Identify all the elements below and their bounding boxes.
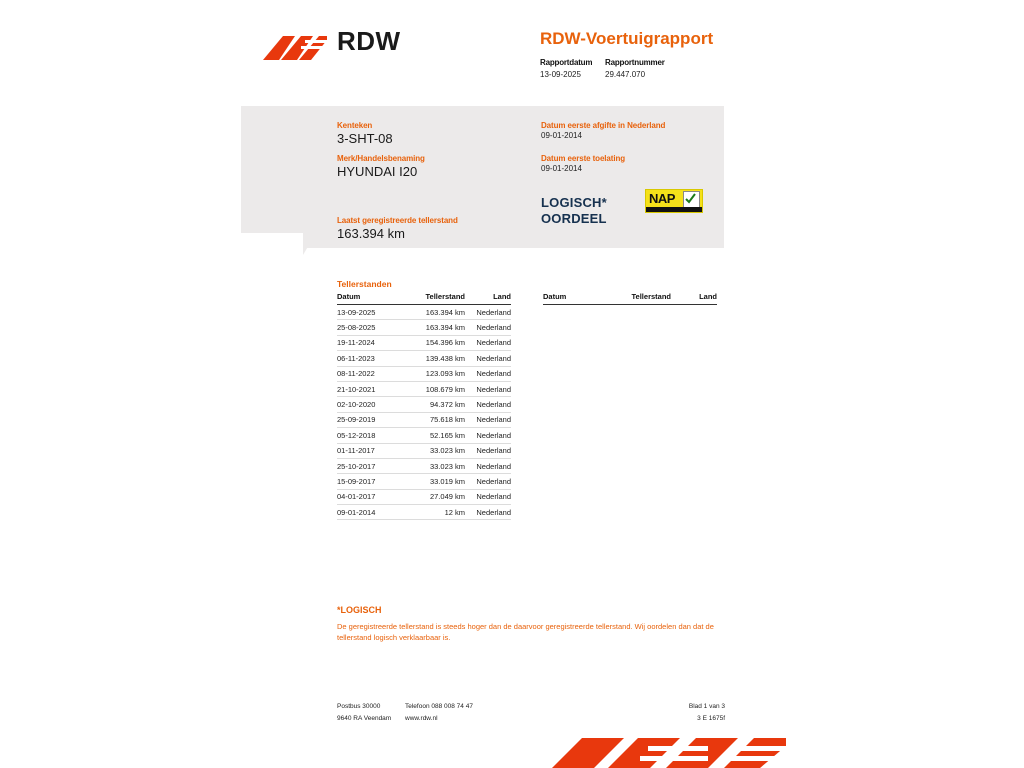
column-header-country: Land xyxy=(493,292,511,301)
cell-date: 25-10-2017 xyxy=(337,461,376,471)
cell-odometer: 139.438 km xyxy=(425,353,465,363)
cell-odometer: 154.396 km xyxy=(425,338,465,348)
footer-row-1 xyxy=(337,703,732,715)
verdict-line-1: LOGISCH* xyxy=(541,195,607,210)
table-row xyxy=(337,459,511,474)
panel-notch xyxy=(241,233,303,255)
table-header-row xyxy=(543,292,717,305)
cell-country: Nederland xyxy=(476,338,511,348)
check-icon xyxy=(683,191,700,208)
cell-odometer: 108.679 km xyxy=(425,384,465,394)
table-row xyxy=(337,382,511,397)
make-label: Merk/Handelsbenaming xyxy=(337,154,425,163)
cell-date: 13-09-2025 xyxy=(337,307,376,317)
column-header-date: Datum xyxy=(337,292,361,301)
table-row xyxy=(337,444,511,459)
report-number-value: 29.447.070 xyxy=(605,70,646,79)
table-row xyxy=(337,474,511,489)
table-row xyxy=(337,320,511,335)
last-odometer-label: Laatst geregistreerde tellerstand xyxy=(337,216,458,225)
cell-date: 19-11-2024 xyxy=(337,338,375,348)
plate-value: 3-SHT-08 xyxy=(337,131,393,146)
footer-website[interactable]: www.rdw.nl xyxy=(405,715,438,722)
footer-address-line1: Postbus 30000 xyxy=(337,703,381,710)
verdict-line-2: OORDEEL xyxy=(541,211,607,226)
cell-country: Nederland xyxy=(476,492,511,502)
plate-label: Kenteken xyxy=(337,121,373,130)
table-row xyxy=(337,505,511,520)
report-date-label: Rapportdatum xyxy=(540,58,593,67)
cell-date: 15-09-2017 xyxy=(337,476,376,486)
table-row xyxy=(337,351,511,366)
odometer-table-right xyxy=(543,292,717,305)
cell-country: Nederland xyxy=(476,507,511,517)
cell-date: 25-09-2019 xyxy=(337,415,376,425)
footer-phone: Telefoon 088 008 74 47 xyxy=(405,703,473,710)
cell-odometer: 12 km xyxy=(444,507,465,517)
cell-date: 05-12-2018 xyxy=(337,430,376,440)
first-issue-label: Datum eerste afgifte in Nederland xyxy=(541,121,666,130)
cell-date: 01-11-2017 xyxy=(337,446,375,456)
table-row xyxy=(337,490,511,505)
cell-country: Nederland xyxy=(476,369,511,379)
table-row xyxy=(337,413,511,428)
cell-country: Nederland xyxy=(476,415,511,425)
footer-row-2 xyxy=(337,715,732,727)
last-odometer-value: 163.394 km xyxy=(337,226,405,241)
report-date-value: 13-09-2025 xyxy=(540,70,581,79)
cell-country: Nederland xyxy=(476,461,511,471)
cell-odometer: 33.019 km xyxy=(429,476,465,486)
cell-odometer: 27.049 km xyxy=(429,492,465,502)
vehicle-summary-panel xyxy=(241,106,724,248)
column-header-odometer: Tellerstand xyxy=(425,292,465,301)
footnote-body: De geregistreerde tellerstand is steeds hoger dan de daarvoor geregistreerde tellerstand. Wij oordelen dan dat de tellerstand logisch verklaarbaar is. xyxy=(337,622,714,642)
rdw-arrow-logo-icon xyxy=(261,30,329,66)
column-header-date: Datum xyxy=(543,292,567,301)
rdw-arrow-logo-large-icon xyxy=(548,738,786,768)
cell-country: Nederland xyxy=(476,353,511,363)
first-admission-value: 09-01-2014 xyxy=(541,164,582,173)
document-header xyxy=(241,14,801,94)
table-row xyxy=(337,305,511,320)
footer-form-code: 3 E 1675f xyxy=(697,715,725,722)
footer-page-info: Blad 1 van 3 xyxy=(688,703,725,710)
make-value: HYUNDAI I20 xyxy=(337,164,418,179)
cell-date: 08-11-2022 xyxy=(337,369,375,379)
table-row xyxy=(337,367,511,382)
footnote-title-text: LOGISCH xyxy=(340,605,382,615)
cell-odometer: 123.093 km xyxy=(425,369,465,379)
cell-country: Nederland xyxy=(476,446,511,456)
table-row xyxy=(337,336,511,351)
cell-odometer: 94.372 km xyxy=(429,400,465,410)
nap-badge-text: NAP xyxy=(649,191,675,206)
nap-badge-bar xyxy=(646,207,702,212)
report-date-block xyxy=(540,58,605,79)
cell-odometer: 52.165 km xyxy=(429,430,465,440)
document-footer xyxy=(337,703,732,727)
footnote-star: * xyxy=(337,605,341,615)
brand-title: RDW xyxy=(337,26,401,56)
cell-date: 25-08-2025 xyxy=(337,323,376,333)
report-number-label: Rapportnummer xyxy=(605,58,665,67)
footer-address-line2: 9640 RA Veendam xyxy=(337,715,392,722)
odometer-table-left xyxy=(337,292,511,520)
first-admission-label: Datum eerste toelating xyxy=(541,154,626,163)
cell-country: Nederland xyxy=(476,430,511,440)
report-meta xyxy=(540,58,665,79)
cell-odometer: 163.394 km xyxy=(425,323,465,333)
table-header-row xyxy=(337,292,511,305)
report-number-block xyxy=(605,58,665,79)
cell-odometer: 75.618 km xyxy=(429,415,465,425)
cell-date: 06-11-2023 xyxy=(337,353,375,363)
table-row xyxy=(337,397,511,412)
column-header-odometer: Tellerstand xyxy=(631,292,671,301)
report-title: RDW-Voertuigrapport xyxy=(540,29,714,48)
odometer-section-title: Tellerstanden xyxy=(337,279,392,289)
footnote-block xyxy=(337,605,737,643)
cell-country: Nederland xyxy=(476,323,511,333)
cell-odometer: 163.394 km xyxy=(425,307,465,317)
footnote-title xyxy=(337,605,737,615)
verdict-block xyxy=(541,195,607,227)
column-header-country: Land xyxy=(699,292,717,301)
first-issue-value: 09-01-2014 xyxy=(541,131,582,140)
cell-country: Nederland xyxy=(476,384,511,394)
cell-country: Nederland xyxy=(476,476,511,486)
cell-country: Nederland xyxy=(476,400,511,410)
cell-odometer: 33.023 km xyxy=(429,446,465,456)
nap-badge xyxy=(645,189,703,213)
cell-country: Nederland xyxy=(476,307,511,317)
cell-date: 09-01-2014 xyxy=(337,507,376,517)
cell-date: 04-01-2017 xyxy=(337,492,376,502)
cell-odometer: 33.023 km xyxy=(429,461,465,471)
cell-date: 21-10-2021 xyxy=(337,384,376,394)
table-row xyxy=(337,428,511,443)
cell-date: 02-10-2020 xyxy=(337,400,376,410)
